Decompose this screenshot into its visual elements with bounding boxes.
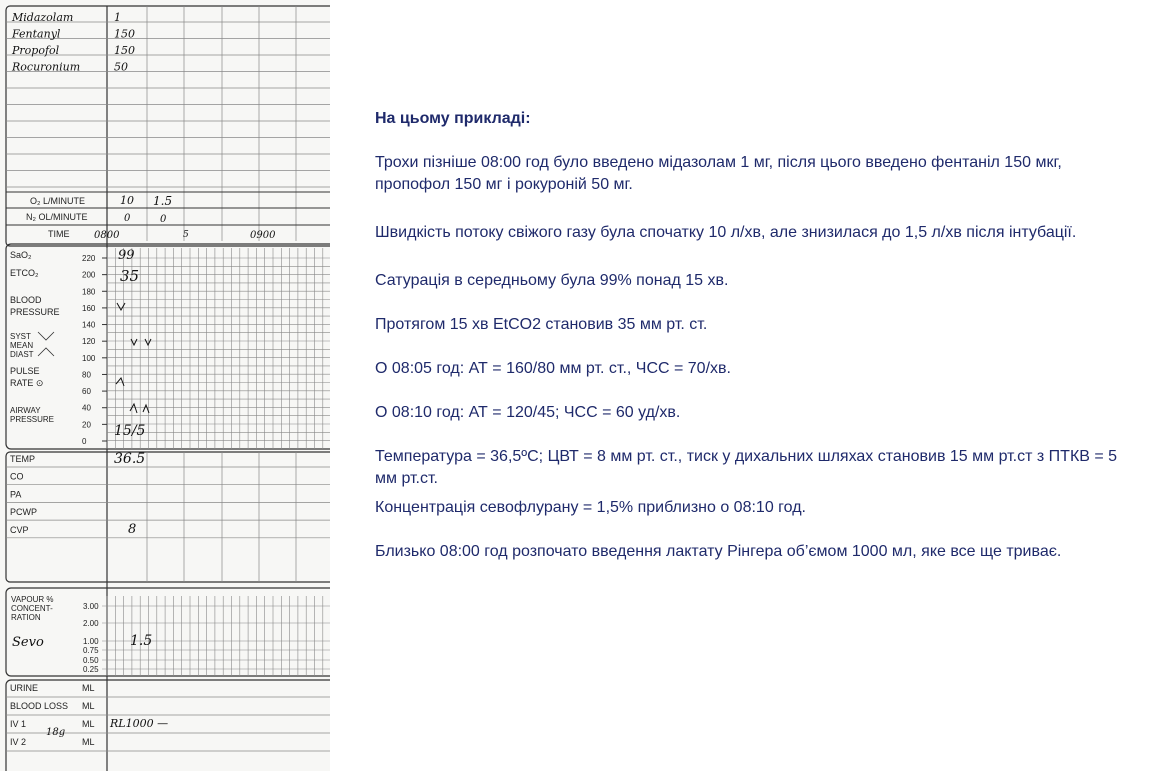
vapour-label-1: VAPOUR %	[11, 595, 54, 604]
para-drugs: Трохи пізніше 08:00 год було введено мідазолам 1 мг, після цього введено фентаніл 150 мкг, пропофол 150 мг і рокуроній 50 мг.	[375, 154, 1062, 193]
n2o-label: N₂ OL/MINUTE	[26, 212, 88, 222]
monitor-row-label: CVP	[10, 524, 29, 535]
vapour-value: 1.5	[130, 633, 153, 649]
vapour-tick-label: 3.00	[83, 602, 99, 611]
airway-value: 15/5	[114, 423, 146, 439]
fluid-row-label: BLOOD LOSS	[10, 701, 69, 711]
monitor-row-label: TEMP	[10, 454, 36, 464]
vitals-tick-label: 180	[82, 287, 96, 297]
fluid-row-label: URINE	[10, 683, 39, 693]
etco2-value: 35	[120, 267, 140, 285]
drug-name: Rocuronium	[12, 60, 81, 74]
bp-diast-mark-2	[130, 404, 149, 413]
vapour-tick-label: 2.00	[83, 619, 99, 628]
legend-mean: MEAN	[10, 341, 34, 350]
airway-label-2: PRESSURE	[10, 415, 55, 424]
time-label: TIME	[48, 229, 70, 239]
drug-name: Midazolam	[12, 11, 74, 24]
time-value-2: 5	[183, 230, 189, 240]
para-gas-flow: Швидкість потоку свіжого газу була спочатку 10 л/хв, але знизилася до 1,5 л/хв після інтубації.	[375, 224, 1077, 241]
monitor-row-label: PA	[10, 489, 22, 500]
iv1-value: RL1000 —	[110, 717, 169, 730]
o2-label: O₂ L/MINUTE	[30, 196, 85, 206]
time-value-1: 0800	[94, 230, 120, 241]
vitals-tick-label: 60	[82, 387, 91, 397]
vitals-tick-label: 80	[82, 370, 91, 380]
vitals-tick-label: 200	[82, 270, 96, 280]
drug-dose: 1	[114, 11, 121, 24]
pulse-label-2: RATE ⊙	[10, 378, 44, 388]
vapour-label-2: CONCENT-	[11, 604, 53, 613]
sao2-label: SaO₂	[10, 250, 32, 260]
para-etco2: Протягом 15 хв EtCO2 становив 35 мм рт. ст.	[375, 316, 708, 333]
vapour-label-3: RATION	[11, 613, 41, 622]
monitor-row-label: PCWP	[10, 507, 37, 518]
bp-legend-symbols	[38, 332, 54, 356]
vitals-tick-label: 160	[82, 303, 96, 313]
vitals-tick-label: 0	[82, 437, 87, 446]
sao2-value: 99	[118, 248, 135, 263]
para-sevoflurane: Концентрація севофлурану = 1,5% приблизно о 08:10 год.	[375, 499, 806, 516]
o2-value-2: 1.5	[153, 194, 173, 208]
bp-diast-mark-1	[116, 378, 124, 386]
explanation-panel	[375, 108, 1135, 563]
fluid-row-label: IV 1	[10, 719, 27, 729]
pulse-label-1: PULSE	[10, 366, 40, 376]
vapour-agent: Sevo	[12, 635, 44, 650]
drug-section-frame	[6, 6, 330, 246]
cvp-value: 8	[128, 522, 137, 537]
vitals-tick-label: 20	[82, 420, 91, 430]
panel-heading: На цьому прикладі:	[375, 110, 531, 127]
bp-label-2: PRESSURE	[10, 307, 60, 317]
legend-diast: DIAST	[10, 350, 34, 359]
drug-name: Fentanyl	[12, 27, 61, 41]
fluid-row-unit: ML	[82, 683, 95, 693]
o2-value-1: 10	[120, 194, 134, 207]
iv1-note: 18g	[46, 727, 66, 738]
vapour-tick-label: 0.75	[83, 646, 99, 655]
para-bp-0805: О 08:05 год: АТ = 160/80 мм рт. ст., ЧСС = 70/хв.	[375, 360, 731, 377]
para-temperature: Температура = 36,5ºC; ЦВТ = 8 мм рт. ст., тиск у дихальних шляхах становив 15 мм рт.ст з ПТКВ = 5 мм рт.ст.	[375, 448, 1118, 487]
airway-label-1: AIRWAY	[10, 406, 41, 415]
drug-dose: 150	[114, 44, 135, 57]
vitals-tick-label: 220	[82, 254, 96, 263]
monitor-section-frame	[6, 452, 330, 582]
vitals-tick-label: 40	[82, 403, 91, 413]
vapour-tick-label: 1.00	[83, 637, 99, 646]
n2o-value-1: 0	[124, 213, 131, 224]
legend-syst: SYST	[10, 332, 31, 341]
bp-syst-mark-2	[131, 339, 151, 345]
fluid-row-unit: ML	[82, 737, 95, 747]
anesthesia-chart	[0, 0, 330, 771]
vapour-tick-label: 0.25	[83, 665, 99, 674]
para-ringer: Близько 08:00 год розпочато введення лактату Рінгера об’ємом 1000 мл, яке все ще триває.	[375, 543, 1062, 560]
etco2-label: ETCO₂	[10, 268, 39, 278]
para-bp-0810: О 08:10 год: АТ = 120/45; ЧСС = 60 уд/хв.	[375, 404, 681, 421]
temp-value: 36.5	[114, 451, 146, 467]
drug-dose: 50	[114, 60, 128, 74]
vitals-tick-label: 140	[82, 320, 96, 330]
vitals-tick-label: 120	[82, 337, 96, 347]
time-value-3: 0900	[250, 230, 276, 241]
fluid-row-label: IV 2	[10, 737, 27, 747]
monitor-row-label: CO	[10, 471, 24, 482]
para-saturation: Сатурація в середньому була 99% понад 15 хв.	[375, 272, 729, 289]
drug-name: Propofol	[12, 44, 60, 57]
anesthesia-chart-svg	[0, 0, 330, 771]
fluid-row-unit: ML	[82, 719, 95, 729]
fluid-row-unit: ML	[82, 701, 95, 711]
vitals-tick-label: 100	[82, 353, 96, 363]
bp-label-1: BLOOD	[10, 295, 42, 305]
drug-dose: 150	[114, 27, 135, 41]
vapour-tick-label: 0.50	[83, 656, 99, 665]
n2o-value-2: 0	[160, 214, 167, 225]
